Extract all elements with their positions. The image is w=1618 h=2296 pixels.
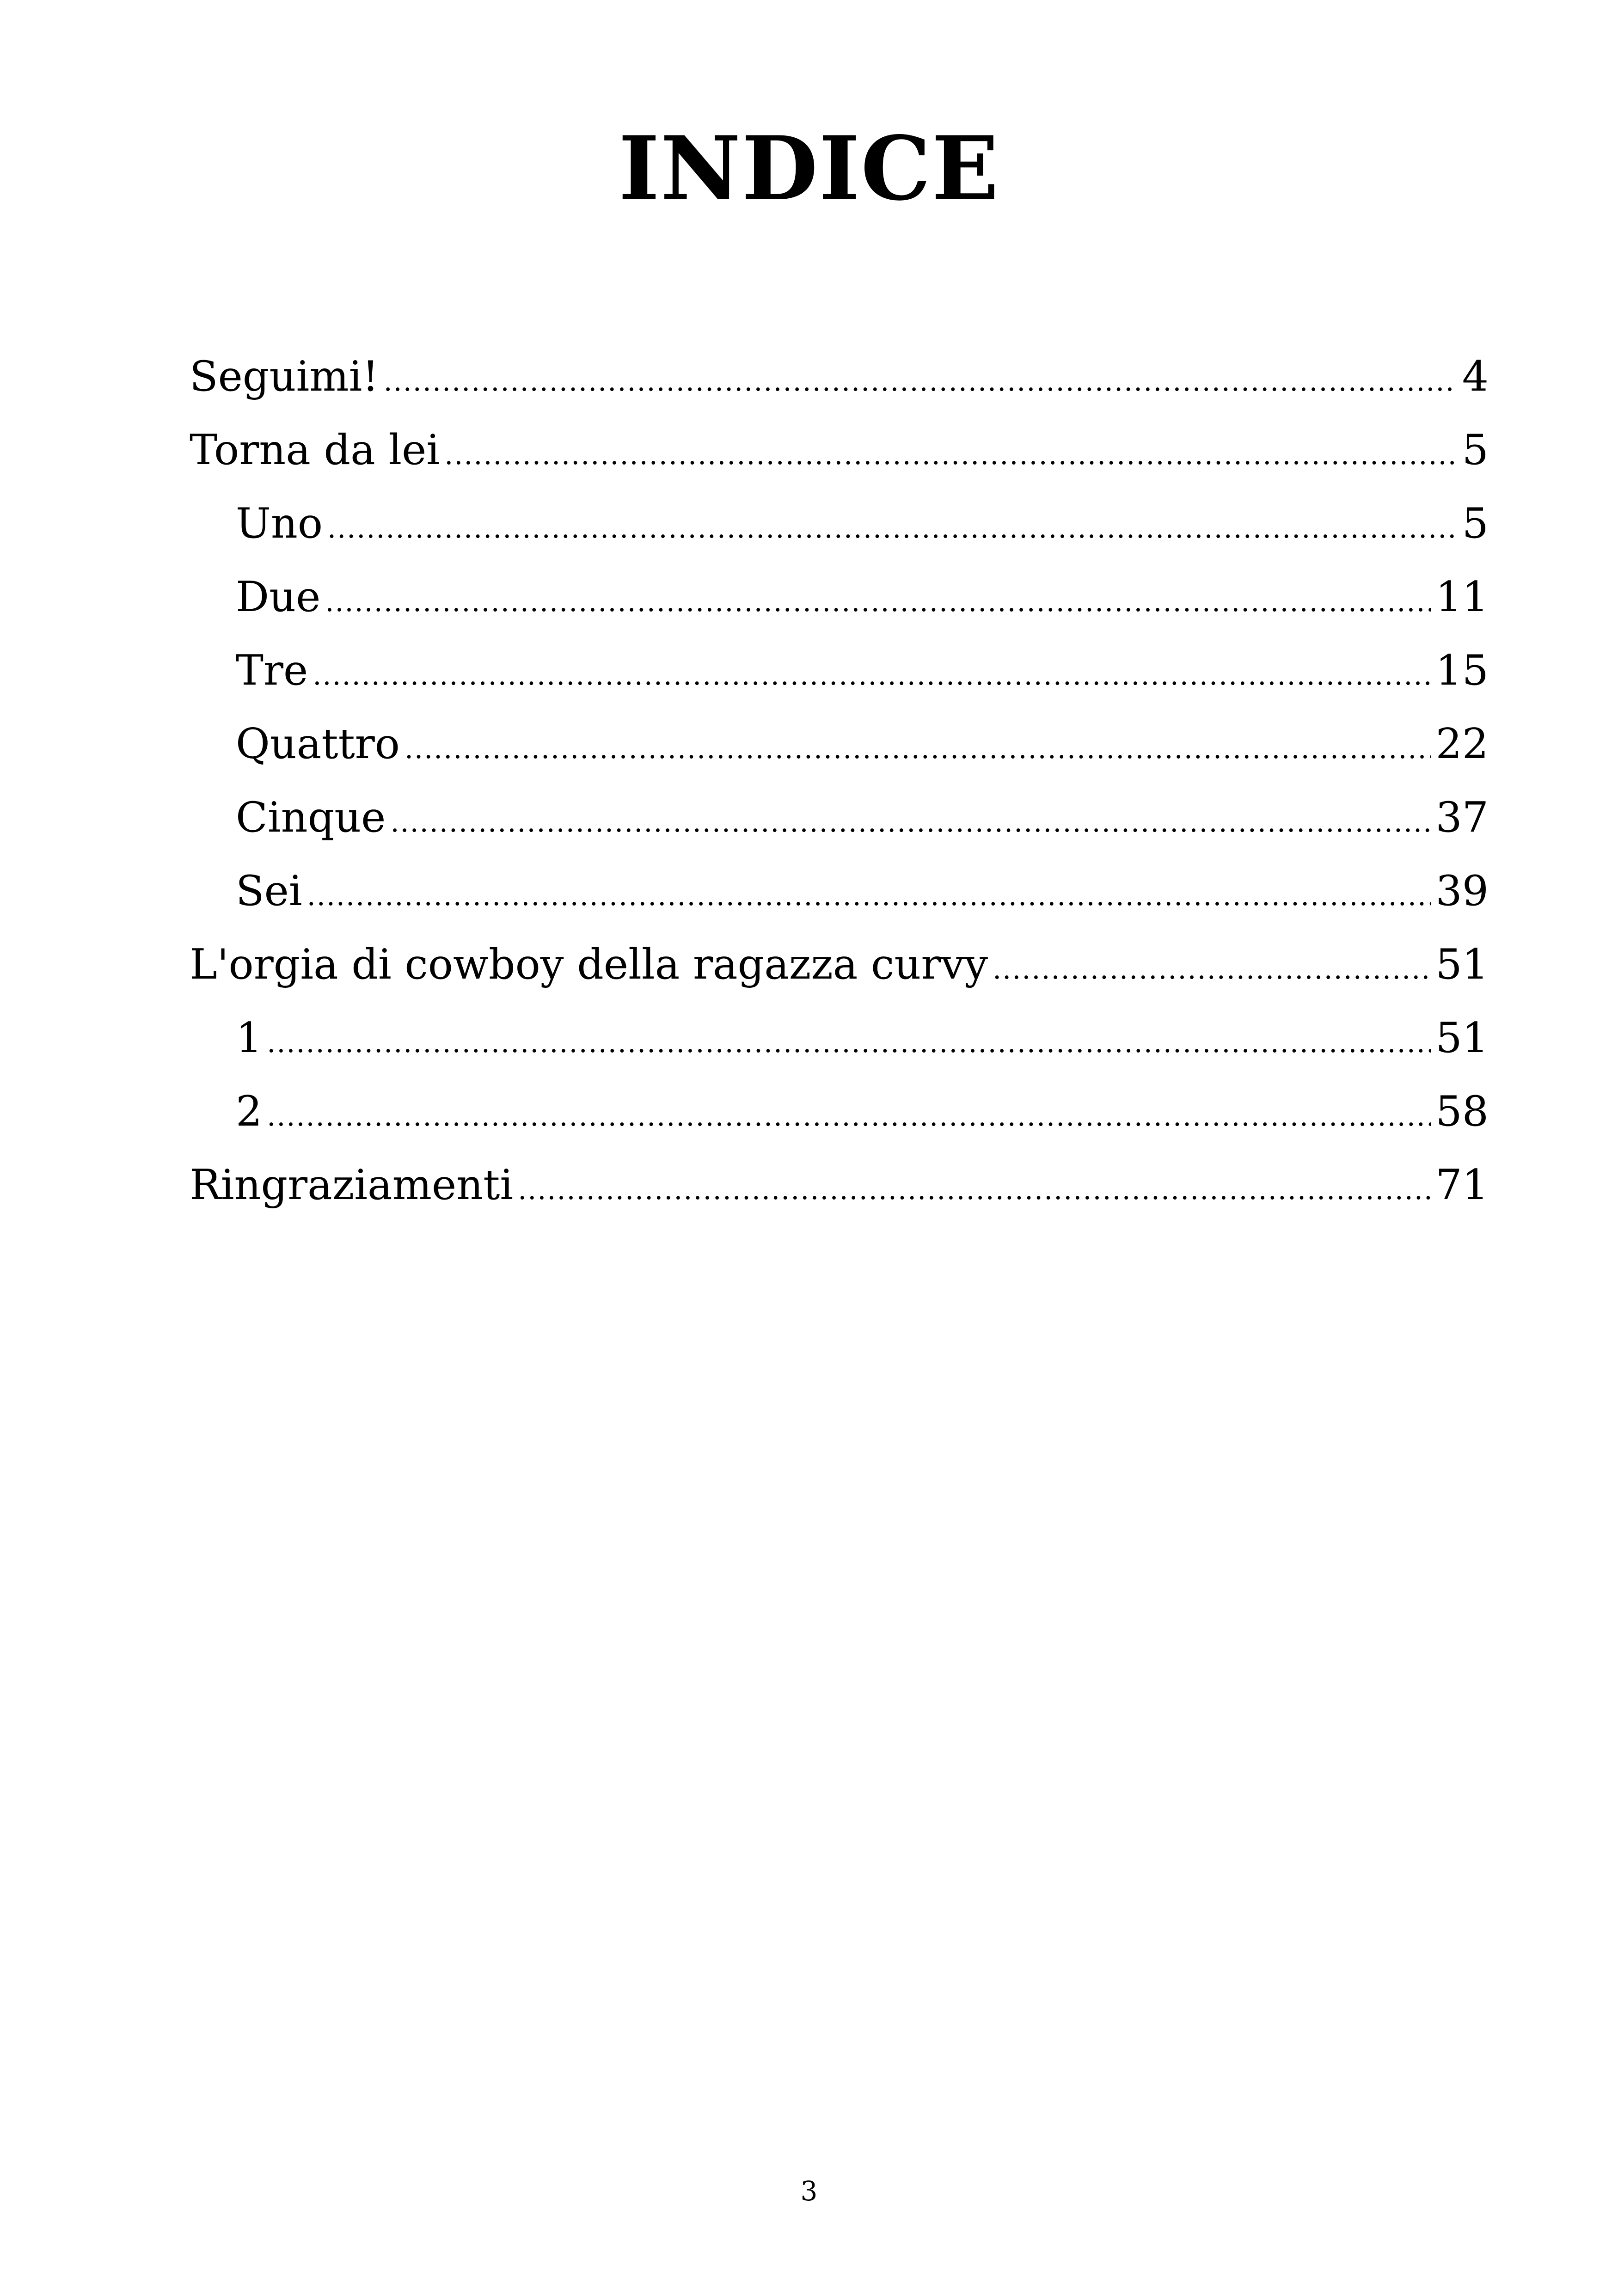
toc-dot-leader — [993, 928, 1431, 1006]
toc-entry-1[interactable] — [190, 1001, 1489, 1075]
toc-entry-ringraziamenti[interactable] — [190, 1148, 1489, 1222]
toc-entry-page: 5 — [1462, 499, 1489, 548]
toc-entry-page: 5 — [1462, 426, 1489, 474]
page-title: INDICE — [618, 117, 1000, 220]
toc-entry-label: 1 — [236, 1014, 263, 1062]
toc-entry-2[interactable] — [190, 1075, 1489, 1148]
toc-entry-page: 51 — [1435, 1014, 1489, 1062]
toc-entry-page: 4 — [1462, 352, 1489, 401]
toc-dot-leader — [444, 413, 1458, 492]
toc-entry-label: Due — [236, 573, 321, 621]
toc-entry-page: 71 — [1435, 1161, 1489, 1209]
toc-entry-page: 22 — [1435, 720, 1489, 768]
toc-dot-leader — [518, 1148, 1431, 1227]
toc-entry-page: 51 — [1435, 940, 1489, 989]
toc-entry-label: Cinque — [236, 793, 386, 842]
toc-entry-page: 15 — [1435, 646, 1489, 695]
toc-entry-lorgia-di-cowboy[interactable] — [190, 928, 1489, 1001]
toc-entry-label: Sei — [236, 867, 302, 915]
toc-dot-leader — [384, 340, 1458, 418]
toc-dot-leader — [307, 854, 1431, 933]
page-number: 3 — [800, 2175, 818, 2207]
toc-entry-torna-da-lei[interactable] — [190, 413, 1489, 487]
toc-entry-label: Torna da lei — [190, 426, 440, 474]
toc-entry-sei[interactable] — [190, 854, 1489, 928]
toc-entry-seguimi[interactable] — [190, 340, 1489, 413]
toc-entry-page: 11 — [1435, 573, 1489, 621]
toc-entry-tre[interactable] — [190, 634, 1489, 707]
toc-entry-page: 58 — [1435, 1087, 1489, 1136]
toc-entry-label: Seguimi! — [190, 352, 379, 401]
toc-entry-label: Quattro — [236, 720, 400, 768]
toc-entry-label: 2 — [236, 1087, 263, 1136]
toc-dot-leader — [404, 707, 1431, 786]
toc-entry-page: 39 — [1435, 867, 1489, 915]
toc-entry-cinque[interactable] — [190, 781, 1489, 854]
table-of-contents — [190, 340, 1489, 1222]
toc-dot-leader — [267, 1001, 1431, 1080]
toc-dot-leader — [327, 487, 1458, 565]
toc-entry-label: Tre — [236, 646, 308, 695]
toc-entry-due[interactable] — [190, 560, 1489, 634]
toc-entry-label: Uno — [236, 499, 323, 548]
toc-dot-leader — [313, 634, 1431, 712]
toc-dot-leader — [267, 1075, 1431, 1153]
toc-entry-page: 37 — [1435, 793, 1489, 842]
toc-entry-label: L'orgia di cowboy della ragazza curvy — [190, 940, 988, 989]
toc-dot-leader — [325, 560, 1431, 639]
toc-entry-quattro[interactable] — [190, 707, 1489, 781]
toc-entry-uno[interactable] — [190, 487, 1489, 560]
toc-entry-label: Ringraziamenti — [190, 1161, 514, 1209]
toc-dot-leader — [390, 781, 1431, 859]
